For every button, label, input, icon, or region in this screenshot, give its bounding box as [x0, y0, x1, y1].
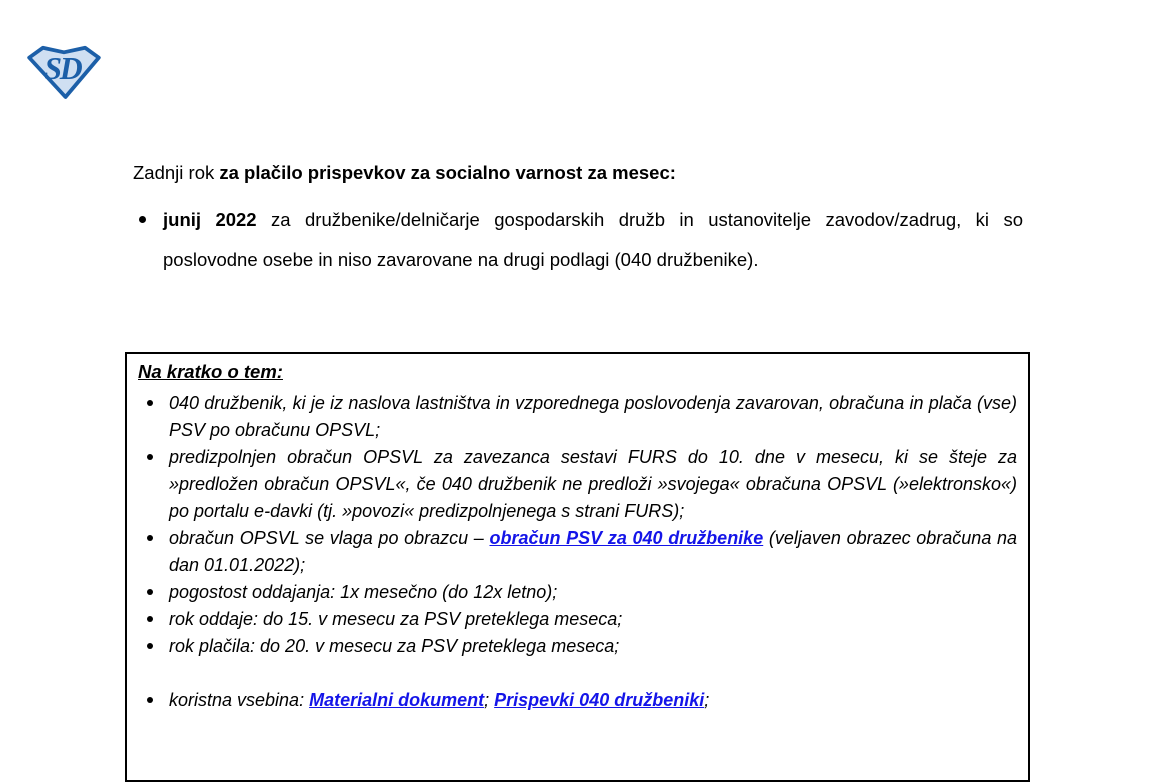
item-text: 040 družbenik, ki je iz naslova lastništva in vzporednega poslovodenja zavarovan, obračuna in plača (vse) PSV po obračunu OPSVL; — [169, 393, 1017, 440]
bullet-icon — [147, 643, 153, 649]
bullet-regular-text: za družbenike/delničarje gospodarskih družb in ustanovitelje zavodov/zadrug, ki so poslovodne osebe in niso zavarovane na drugi podlagi (040 družbenike). — [163, 209, 1023, 270]
item-text: ; — [704, 690, 710, 710]
item-text: koristna vsebina: — [169, 690, 310, 710]
logo-monogram: SD — [44, 50, 81, 86]
link-obracun-psv[interactable]: obračun PSV za 040 družbenike — [489, 528, 764, 548]
heading-bold-text: za plačilo prispevkov za socialno varnost za mesec: — [219, 162, 676, 183]
list-item — [138, 444, 1017, 525]
bullet-icon — [147, 697, 153, 703]
bullet-icon — [139, 216, 146, 223]
item-text: (veljaven obrazec obračuna na dan 01.01.2022); — [169, 528, 1018, 575]
bullet-icon — [147, 535, 153, 541]
item-text: obračun OPSVL se vlaga po obrazcu – — [169, 528, 490, 548]
list-item — [138, 687, 1017, 714]
list-item — [138, 633, 1017, 660]
bullet-icon — [147, 454, 153, 460]
bullet-icon — [147, 400, 153, 406]
bullet-bold-text: junij 2022 — [163, 209, 257, 230]
heading-regular-text: Zadnji rok — [133, 162, 220, 183]
item-text: pogostost oddajanja: 1x mesečno (do 12x letno); — [169, 582, 558, 602]
list-item — [138, 525, 1017, 579]
list-item — [138, 390, 1017, 444]
summary-box — [125, 352, 1030, 782]
bullet-icon — [147, 616, 153, 622]
item-text: ; — [484, 690, 495, 710]
item-text: predizpolnjen obračun OPSVL za zavezanca sestavi FURS do 10. dne v mesecu, ki se šteje za »predložen obračun OPSVL«, če 040 družbenik ne predloži »svojega« obračuna OPSVL (»elektronsko«) po portalu e-davki (tj. »povozi« predizpolnjenega s strani FURS); — [169, 447, 1017, 521]
item-text: rok plačila: do 20. v mesecu za PSV preteklega meseca; — [169, 636, 620, 656]
list-item — [138, 606, 1017, 633]
company-logo-icon — [26, 44, 102, 100]
list-item — [138, 579, 1017, 606]
list-item — [133, 200, 1023, 280]
link-materialni-dokument[interactable]: Materialni dokument — [309, 690, 485, 710]
item-text: rok oddaje: do 15. v mesecu za PSV preteklega meseca; — [169, 609, 623, 629]
summary-box-title: Na kratko o tem: — [138, 361, 283, 382]
bullet-icon — [147, 589, 153, 595]
page-title — [133, 160, 1023, 186]
link-prispevki-040-druzbeniki[interactable]: Prispevki 040 družbeniki — [494, 690, 705, 710]
